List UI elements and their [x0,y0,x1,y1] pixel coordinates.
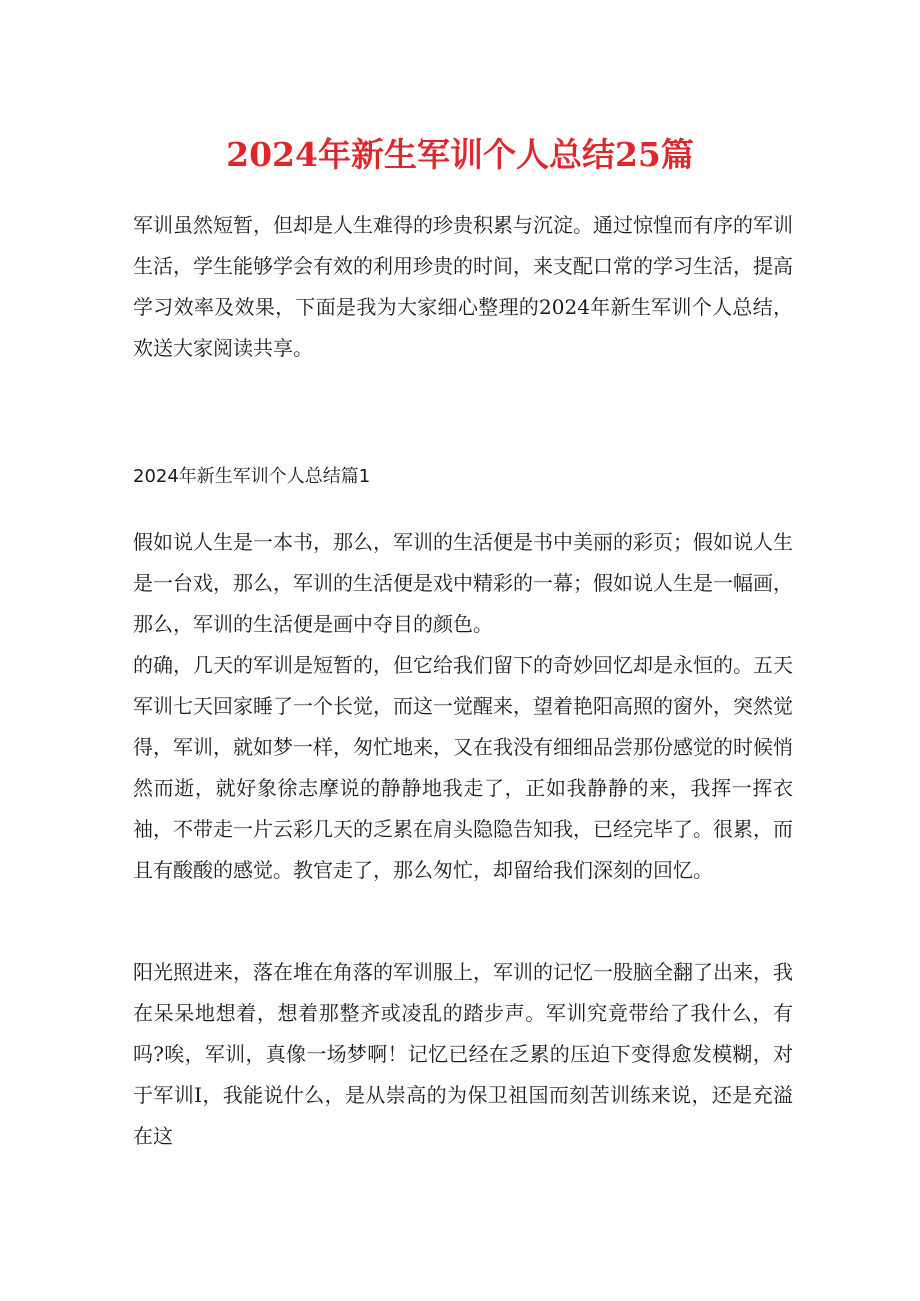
section-heading: 2024年新生军训个人总结篇1 [133,466,371,487]
body-paragraph-3: 阳光照进来，落在堆在角落的军训服上，军训的记忆一股脑全翻了出来，我在呆呆地想着，想着那整齐或凌乱的踏步声。军训究竟带给了我什么，有吗?唉，军训，真像一场梦啊！记忆已经在乏累的压迫下变得愈发模糊，对于军训I，我能说什么，是从崇高的为保卫祖国而刻苦训练来说，还是充溢在这 [133,960,793,1148]
body-paragraph-1: 假如说人生是一本书，那么，军训的生活便是书中美丽的彩页；假如说人生是一台戏，那么，军训的生活便是戏中精彩的一幕；假如说人生是一幅画，那么，军训的生活便是画中夺目的颜色。 [133,530,793,636]
document-title: 2024年新生军训个人总结25篇 [226,135,694,174]
body-paragraph-2: 的确，几天的军训是短暂的，但它给我们留下的奇妙回忆却是永恒的。五天军训七天回家睡了一个长觉，而这一觉醒来，望着艳阳高照的窗外，突然觉得，军训，就如梦一样，匆忙地来，又在我没有细细品尝那份感觉的时候悄然而逝，就好象徐志摩说的静静地我走了，正如我静静的来，我挥一挥衣袖，不带走一片云彩几天的乏累在肩头隐隐告知我，已经完毕了。很累，而且有酸酸的感觉。教官走了，那么匆忙，却留给我们深刻的回忆。 [133,653,793,882]
intro-paragraph: 军训虽然短暂，但却是人生难得的珍贵积累与沉淀。通过惊惶而有序的军训生活，学生能够学会有效的利用珍贵的时间，来支配口常的学习生活，提高学习效率及效果，下面是我为大家细心整理的2024年新生军训个人总结，欢送大家阅读共享。 [133,213,793,360]
